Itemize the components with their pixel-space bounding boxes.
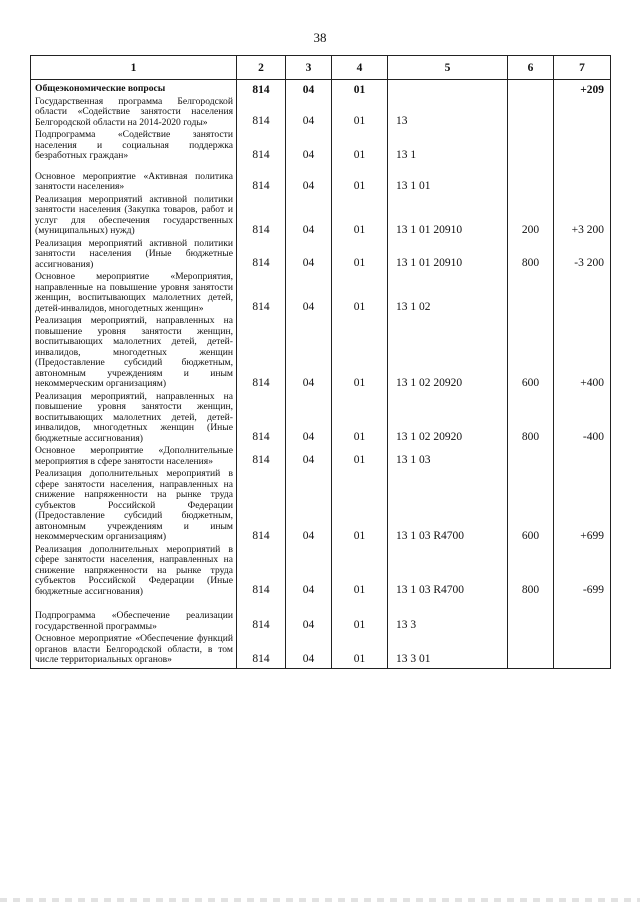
row-name: Основное мероприятие «Дополнительные мероприятия в сфере занятости населения» [31,446,237,469]
ministry-code: 814 [237,80,286,97]
ministry-code: 814 [237,392,286,447]
subsection-code: 01 [332,239,388,273]
amount [554,97,611,131]
section-code: 04 [286,272,332,316]
row-name: Реализация мероприятий, направленных на повышение уровня занятости женщин, воспитывающих малолетних детей, детей-инвалидов, многодетных женщин (Предоставление субсидий бюджетным, автономным учреждениям и иным некоммерческим организациям) [31,316,237,392]
expense-type-code: 600 [508,316,554,392]
column-header-1: 1 [31,56,237,80]
amount: +3 200 [554,195,611,239]
amount [554,446,611,469]
subsection-code: 01 [332,195,388,239]
table-row [31,316,611,392]
amount: -3 200 [554,239,611,273]
target-article-code: 13 1 02 [388,272,508,316]
table-header [31,56,611,80]
table-row [31,469,611,545]
subsection-code: 01 [332,634,388,668]
target-article-code: 13 3 01 [388,634,508,668]
subsection-code: 01 [332,316,388,392]
expense-type-code [508,272,554,316]
table-row [31,634,611,668]
amount: +400 [554,316,611,392]
subsection-code: 01 [332,446,388,469]
ministry-code: 814 [237,195,286,239]
ministry-code: 814 [237,164,286,195]
column-header-7: 7 [554,56,611,80]
row-name: Основное мероприятие «Мероприятия, направленные на повышение уровня занятости женщин, воспитывающих малолетних детей, детей-инвалидов, многодетных женщин» [31,272,237,316]
row-name: Подпрограмма «Содействие занятости населения и социальная поддержка безработных граждан» [31,130,237,164]
section-code: 04 [286,545,332,600]
amount [554,130,611,164]
table-row [31,392,611,447]
section-code: 04 [286,80,332,97]
subsection-code: 01 [332,272,388,316]
expense-type-code [508,164,554,195]
section-code: 04 [286,392,332,447]
section-code: 04 [286,239,332,273]
amount [554,164,611,195]
row-name: Основное мероприятие «Обеспечение функций органов власти Белгородской области, в том числе территориальных органов» [31,634,237,668]
ministry-code: 814 [237,97,286,131]
expense-type-code [508,80,554,97]
expense-type-code: 800 [508,545,554,600]
expense-type-code [508,599,554,634]
expense-type-code: 200 [508,195,554,239]
section-code: 04 [286,195,332,239]
subsection-code: 01 [332,164,388,195]
amount [554,634,611,668]
ministry-code: 814 [237,634,286,668]
target-article-code: 13 1 01 20910 [388,195,508,239]
ministry-code: 814 [237,130,286,164]
subsection-code: 01 [332,130,388,164]
section-code: 04 [286,316,332,392]
budget-table [30,55,611,669]
amount [554,272,611,316]
target-article-code: 13 1 01 20910 [388,239,508,273]
amount [554,599,611,634]
section-code: 04 [286,599,332,634]
scan-edge-marks [0,898,640,902]
expense-type-code [508,130,554,164]
ministry-code: 814 [237,599,286,634]
table-row [31,195,611,239]
row-name: Государственная программа Белгородской области «Содействие занятости населения Белгородской области на 2014-2020 годы» [31,97,237,131]
column-header-3: 3 [286,56,332,80]
target-article-code: 13 1 02 20920 [388,316,508,392]
subsection-code: 01 [332,97,388,131]
amount: -699 [554,545,611,600]
expense-type-code [508,634,554,668]
ministry-code: 814 [237,239,286,273]
section-code: 04 [286,164,332,195]
subsection-code: 01 [332,469,388,545]
target-article-code [388,80,508,97]
target-article-code: 13 3 [388,599,508,634]
subsection-code: 01 [332,545,388,600]
row-name: Реализация мероприятий, направленных на повышение уровня занятости женщин, воспитывающих малолетних детей, детей-инвалидов, многодетных женщин (Иные бюджетные ассигнования) [31,392,237,447]
row-name: Основное мероприятие «Активная политика занятости населения» [31,164,237,195]
ministry-code: 814 [237,316,286,392]
table-row [31,272,611,316]
expense-type-code [508,446,554,469]
target-article-code: 13 1 [388,130,508,164]
target-article-code: 13 1 03 [388,446,508,469]
amount: +209 [554,80,611,97]
row-name: Реализация мероприятий активной политики занятости населения (Иные бюджетные ассигнования) [31,239,237,273]
table-row [31,446,611,469]
table-row [31,164,611,195]
ministry-code: 814 [237,446,286,469]
target-article-code: 13 1 01 [388,164,508,195]
target-article-code: 13 [388,97,508,131]
column-header-6: 6 [508,56,554,80]
expense-type-code: 600 [508,469,554,545]
target-article-code: 13 1 03 R4700 [388,469,508,545]
row-name: Подпрограмма «Обеспечение реализации государственной программы» [31,599,237,634]
section-code: 04 [286,130,332,164]
target-article-code: 13 1 02 20920 [388,392,508,447]
ministry-code: 814 [237,272,286,316]
row-name: Реализация мероприятий активной политики занятости населения (Закупка товаров, работ и услуг для обеспечения государственных (муниципальных) нужд) [31,195,237,239]
expense-type-code: 800 [508,392,554,447]
section-code: 04 [286,97,332,131]
section-code: 04 [286,469,332,545]
row-name: Реализация дополнительных мероприятий в сфере занятости населения, направленных на снижение напряженности на рынке труда субъектов Российской Федерации (Иные бюджетные ассигнования) [31,545,237,600]
row-name: Общеэкономические вопросы [31,80,237,97]
table-row [31,239,611,273]
page-number: 38 [313,30,327,45]
expense-type-code [508,97,554,131]
table-row [31,599,611,634]
amount: -400 [554,392,611,447]
table-row [31,545,611,600]
table-row [31,80,611,97]
expense-type-code: 800 [508,239,554,273]
subsection-code: 01 [332,599,388,634]
table-row [31,97,611,131]
column-header-4: 4 [332,56,388,80]
column-header-2: 2 [237,56,286,80]
subsection-code: 01 [332,80,388,97]
ministry-code: 814 [237,469,286,545]
table-row [31,130,611,164]
target-article-code: 13 1 03 R4700 [388,545,508,600]
section-code: 04 [286,446,332,469]
section-code: 04 [286,634,332,668]
subsection-code: 01 [332,392,388,447]
ministry-code: 814 [237,545,286,600]
row-name: Реализация дополнительных мероприятий в сфере занятости населения, направленных на снижение напряженности на рынке труда субъектов Российской Федерации (Предоставление субсидий бюджетным, автономным учреждениям и иным некоммерческим организациям) [31,469,237,545]
amount: +699 [554,469,611,545]
column-header-5: 5 [388,56,508,80]
